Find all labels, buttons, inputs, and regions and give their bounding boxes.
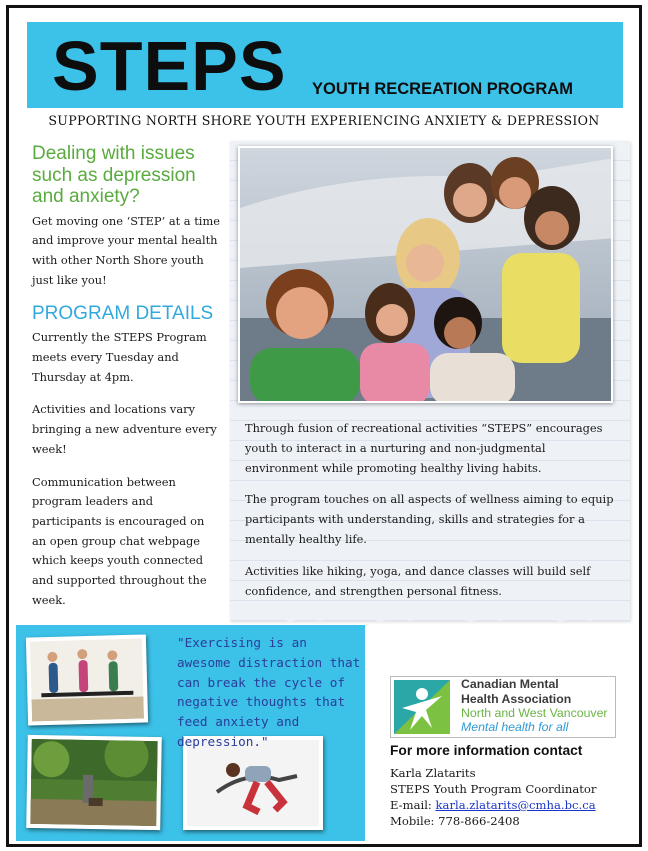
program-details-heading: PROGRAM DETAILS (32, 303, 214, 325)
contact-role: STEPS Youth Program Coordinator (390, 782, 597, 796)
hiking-photo (26, 735, 162, 830)
logo-text-line: North and West Vancouver (461, 706, 608, 720)
details-paragraph: Currently the STEPS Program meets every Tuesday and Thursday at 4pm. (32, 330, 207, 384)
page-title: STEPS (52, 27, 287, 105)
right-column-text (245, 419, 615, 613)
logo-text-line: Health Association (461, 692, 572, 706)
description-paragraph: Through fusion of recreational activities “STEPS” encourages youth to interact in a nurturing and non-judgmental environment while promoting healthy living habits. (245, 421, 603, 475)
yoga-class-photo (26, 634, 148, 725)
intro-heading: Dealing with issues such as depression and anxiety? (32, 143, 196, 207)
contact-email-line (390, 798, 596, 812)
left-column (32, 143, 222, 623)
cmha-logo-mark-icon (392, 678, 452, 736)
details-paragraph: Activities and locations vary bringing a new adventure every week! (32, 402, 217, 456)
logo-text-line: Canadian Mental (461, 677, 559, 691)
tagline: SUPPORTING NORTH SHORE YOUTH EXPERIENCING ANXIETY & DEPRESSION (48, 113, 600, 128)
email-link[interactable]: karla.zlatarits@cmha.bc.ca (435, 798, 596, 812)
youth-group-photo (238, 146, 613, 403)
intro-text: Get moving one ‘STEP’ at a time and improve your mental health with other North Shore youth just like you! (32, 213, 220, 287)
contact-mobile: Mobile: 778-866-2408 (390, 814, 520, 828)
page-subtitle: YOUTH RECREATION PROGRAM (312, 80, 573, 98)
contact-name: Karla Zlatarits (390, 766, 476, 780)
exercise-quote: "Exercising is an awesome distraction that can break the cycle of negative thoughts that feed anxiety and depression." (177, 635, 361, 749)
details-paragraph: Communication between program leaders and participants is encouraged on an open group chat webpage which keeps youth connected and supported throughout the week. (32, 474, 207, 607)
email-label: E-mail: (390, 798, 436, 812)
contact-heading: For more information contact (390, 743, 583, 758)
logo-slogan: Mental health for all (461, 720, 569, 734)
description-paragraph: Activities like hiking, yoga, and dance classes will build self confidence, and strengthen personal fitness. (245, 563, 591, 598)
description-paragraph: The program touches on all aspects of wellness aiming to equip participants with understanding, skills and strategies for a mentally healthy life. (245, 492, 614, 546)
